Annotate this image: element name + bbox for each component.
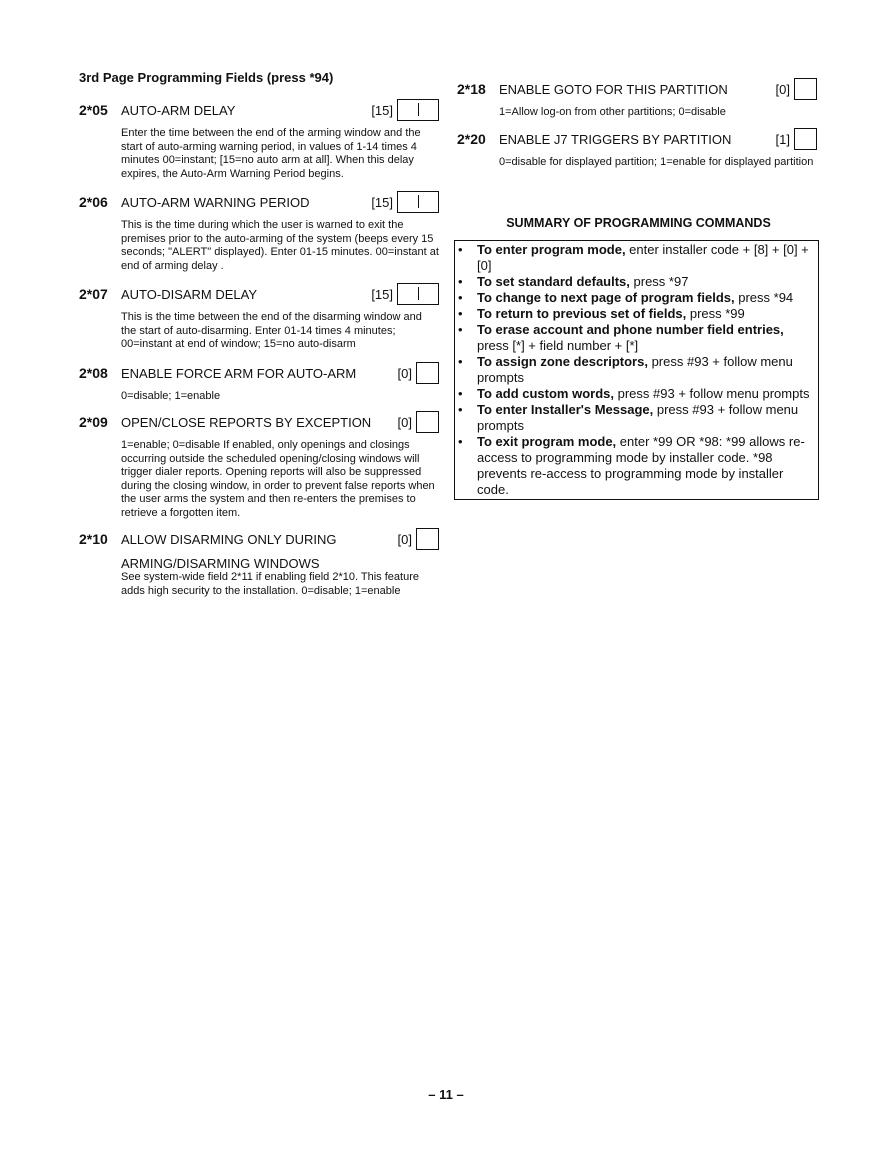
bullet-icon: • [458, 386, 463, 401]
summary-item-text: enter installer code + [8] + [0] + [0] [477, 242, 809, 273]
summary-item-text: press #93 + follow menu prompts [477, 354, 793, 385]
field-number: 2*09 [79, 414, 108, 430]
summary-item [455, 322, 816, 354]
summary-item-lead: To change to next page of program fields, [477, 290, 735, 305]
summary-item [455, 402, 816, 434]
field-2-09 [79, 411, 439, 520]
field-number: 2*05 [79, 102, 108, 118]
bullet-icon: • [458, 402, 463, 417]
summary-item [455, 386, 816, 402]
summary-item-text: press #93 + follow menu prompts [614, 386, 810, 401]
field-number: 2*20 [457, 130, 486, 147]
field-default: [0] [397, 532, 412, 547]
field-description: This is the time during which the user is warned to exit the premises prior to the auto-arming of the system (beeps every 15 seconds; "ALERT" displayed). Enter 01-15 minutes. 00=instant at end of arming delay . [121, 219, 439, 272]
field-default: [0] [397, 415, 412, 430]
field-number: 2*06 [79, 194, 108, 210]
right-column [457, 78, 817, 500]
entry-box [794, 78, 817, 100]
field-description: This is the time between the end of the disarming window and the start of auto-disarming. Enter 01-14 times 4 minutes; 00=instant at end of window; 15=no auto-disarm [121, 311, 422, 350]
field-name: AUTO-ARM DELAY [121, 103, 236, 118]
summary-item [455, 434, 816, 498]
summary-item-text: press [*] + field number + [*] [477, 338, 639, 353]
field-name: OPEN/CLOSE REPORTS BY EXCEPTION [121, 415, 372, 430]
field-number: 2*10 [79, 531, 108, 547]
field-name-continued: ARMING/DISARMING WINDOWS [121, 556, 320, 571]
field-2-18 [457, 78, 817, 120]
entry-box [416, 411, 439, 433]
bullet-icon: • [458, 290, 463, 305]
field-default: [1] [775, 131, 790, 147]
field-description: 0=disable for displayed partition; 1=enable for displayed partition [499, 155, 814, 168]
entry-box [794, 128, 817, 150]
field-number: 2*07 [79, 286, 108, 302]
bullet-icon: • [458, 306, 463, 321]
left-column [79, 70, 439, 606]
summary-title: SUMMARY OF PROGRAMMING COMMANDS [506, 216, 771, 230]
summary-item [455, 306, 816, 322]
summary-item-text: enter *99 OR *98: *99 allows re-access to programming mode by installer code. *98 prevents re-access to programming mode by installer code. [477, 434, 805, 497]
summary-item-lead: To enter Installer's Message, [477, 402, 654, 417]
field-default: [15] [371, 195, 393, 210]
summary-item-lead: To erase account and phone number field entries, [477, 322, 784, 337]
summary-item-lead: To exit program mode, [477, 434, 617, 449]
field-2-06 [79, 191, 439, 273]
summary-item-text: press #93 + follow menu prompts [477, 402, 799, 433]
field-name: ENABLE GOTO FOR THIS PARTITION [499, 82, 728, 97]
bullet-icon: • [458, 434, 463, 449]
entry-box [416, 528, 439, 550]
summary-item-lead: To return to previous set of fields, [477, 306, 687, 321]
field-description: Enter the time between the end of the arming window and the start of auto-arming warning period, in values of 1-14 times 4 minutes 00=instant; [15=no auto arm at all]. When this delay expires, the Auto-Arm Warning Period begins. [121, 127, 421, 180]
field-description: 1=enable; 0=disable If enabled, only openings and closings occurring outside the scheduled opening/closing windows will trigger dialer reports. Opening reports will also be suppressed during the closing window, in order to prevent false reports when the user arms the system and then re-enters the premises to retrieve a forgotten item. [121, 439, 435, 519]
summary-item-text: press *97 [629, 274, 689, 289]
field-description: 1=Allow log-on from other partitions; 0=disable [499, 106, 726, 118]
summary-item [455, 242, 816, 274]
field-number: 2*08 [79, 364, 108, 381]
box-divider [418, 195, 419, 208]
summary-item-lead: To enter program mode, [477, 242, 626, 257]
summary-item [455, 274, 816, 290]
bullet-icon: • [458, 354, 463, 369]
summary-item [455, 354, 816, 386]
field-2-05 [79, 99, 439, 181]
field-default: [0] [775, 82, 790, 97]
summary-list [455, 242, 816, 498]
page-heading: 3rd Page Programming Fields (press *94) [79, 70, 334, 85]
field-default: [15] [371, 287, 393, 302]
entry-box [397, 283, 439, 305]
summary-item-text: press *94 [734, 290, 794, 305]
field-2-07 [79, 283, 439, 352]
field-2-08 [79, 362, 439, 404]
page-number: – 11 – [428, 1087, 464, 1102]
field-name: AUTO-DISARM DELAY [121, 287, 258, 302]
box-divider [418, 103, 419, 116]
bullet-icon: • [458, 274, 463, 289]
entry-box [397, 191, 439, 213]
field-description: 0=disable; 1=enable [121, 389, 221, 402]
summary-item-text: press *99 [686, 306, 745, 321]
field-name: ALLOW DISARMING ONLY DURING [121, 532, 337, 547]
bullet-icon: • [458, 322, 463, 337]
field-2-10 [79, 528, 439, 598]
field-name: AUTO-ARM WARNING PERIOD [121, 195, 310, 210]
summary-item-lead: To assign zone descriptors, [477, 354, 648, 369]
box-divider [418, 287, 419, 300]
summary-item-lead: To set standard defaults, [477, 274, 630, 289]
summary-box [454, 240, 819, 500]
field-number: 2*18 [457, 81, 486, 97]
summary-item-lead: To add custom words, [477, 386, 614, 401]
summary-item [455, 290, 816, 306]
field-description: See system-wide field 2*11 if enabling field 2*10. This feature adds high security to the installation. 0=disable; 1=enable [121, 571, 419, 597]
field-name: ENABLE J7 TRIGGERS BY PARTITION [499, 131, 732, 147]
entry-box [397, 99, 439, 121]
field-2-20 [457, 128, 817, 170]
bullet-icon: • [458, 242, 463, 257]
field-default: [0] [397, 365, 412, 381]
field-name: ENABLE FORCE ARM FOR AUTO-ARM [121, 365, 357, 381]
entry-box [416, 362, 439, 384]
field-default: [15] [371, 103, 393, 118]
